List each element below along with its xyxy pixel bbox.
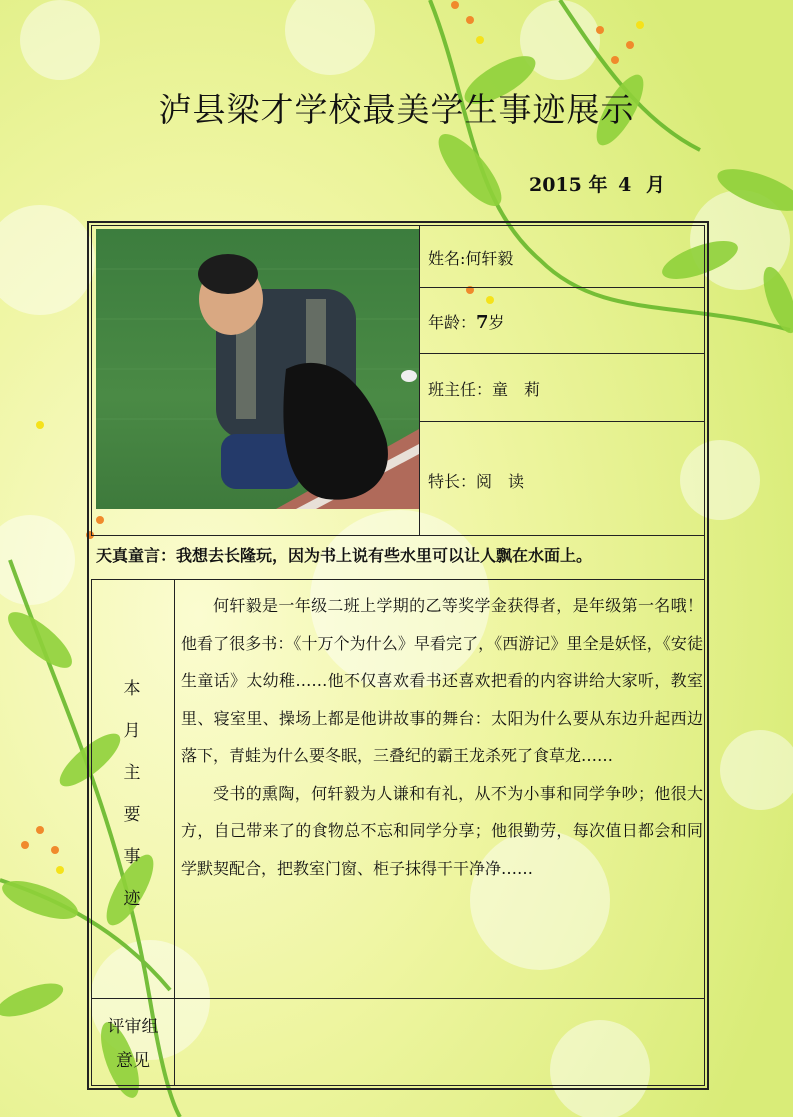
deeds-content bbox=[181, 587, 703, 887]
deeds-label-char: 事 bbox=[123, 847, 141, 867]
skill-value: 阅 读 bbox=[476, 472, 525, 491]
skill-cell bbox=[428, 469, 524, 492]
teacher-value: 童 莉 bbox=[492, 380, 541, 399]
row-divider-4 bbox=[91, 535, 705, 536]
teacher-cell bbox=[428, 377, 540, 400]
label-col-left bbox=[91, 579, 92, 1086]
row-divider-3 bbox=[419, 421, 705, 422]
inner-frame-bottom bbox=[91, 1085, 705, 1086]
age-label: 年龄： bbox=[428, 313, 477, 332]
skill-label: 特长： bbox=[428, 472, 477, 491]
date-line bbox=[529, 170, 665, 197]
deeds-paragraph: 受书的熏陶，何轩毅为人谦和有礼，从不为小事和同学争吵；他很大方，自己带来了的食物总不忘和同学分享；他很勤劳，每次值日都会和同学默契配合，把教室门窗、柜子抹得干干净净…… bbox=[181, 783, 703, 878]
motto-row bbox=[96, 543, 592, 566]
deeds-label-char: 月 bbox=[123, 721, 141, 741]
row-divider-1 bbox=[419, 287, 705, 288]
page-title: 泸县梁才学校最美学生事迹展示 bbox=[158, 90, 635, 129]
name-cell bbox=[428, 246, 513, 269]
row-divider-2 bbox=[419, 353, 705, 354]
review-label-line2: 意见 bbox=[116, 1051, 150, 1071]
date-year-unit: 年 bbox=[588, 174, 608, 196]
teacher-label: 班主任： bbox=[428, 380, 493, 399]
deeds-label bbox=[118, 668, 146, 920]
review-content bbox=[180, 1005, 700, 1080]
age-cell bbox=[428, 310, 505, 333]
review-label bbox=[94, 1010, 172, 1078]
age-unit: 岁 bbox=[488, 313, 505, 332]
name-label: 姓名: bbox=[428, 249, 466, 268]
date-year: 2015 bbox=[528, 174, 582, 196]
row-divider-5 bbox=[91, 579, 705, 580]
date-month: 4 bbox=[618, 174, 632, 196]
inner-frame-left bbox=[91, 225, 92, 536]
deeds-label-char: 本 bbox=[123, 679, 141, 699]
deeds-paragraph: 何轩毅是一年级二班上学期的乙等奖学金获得者，是年级第一名哦！他看了很多书：《十万个为什么》早看完了，《西游记》里全是妖怪，《安徒生童话》太幼稚……他不仅喜欢看书还喜欢把看的内容讲给大家听，教室里、寝室里、操场上都是他讲故事的舞台：太阳为什么要从东边升起西边落下，青蛙为什么要冬眠，三叠纪的霸王龙杀死了食草龙…… bbox=[181, 596, 703, 765]
deeds-label-char: 主 bbox=[123, 763, 141, 783]
inner-frame-top bbox=[91, 225, 705, 226]
inner-frame-right bbox=[704, 225, 705, 1086]
deeds-label-char: 迹 bbox=[123, 889, 141, 909]
deeds-label-char: 要 bbox=[123, 805, 141, 825]
review-label-line1: 评审组 bbox=[107, 1017, 159, 1037]
label-col-divider bbox=[174, 579, 175, 1086]
photo-divider bbox=[419, 225, 420, 536]
date-month-unit: 月 bbox=[645, 174, 665, 196]
motto-label: 天真童言： bbox=[96, 546, 177, 565]
row-divider-6 bbox=[91, 998, 705, 999]
motto-text: 我想去长隆玩，因为书上说有些水里可以让人飘在水面上。 bbox=[176, 546, 593, 565]
age-value: 7 bbox=[476, 312, 489, 333]
name-value: 何轩毅 bbox=[465, 249, 514, 268]
student-photo bbox=[96, 229, 419, 509]
